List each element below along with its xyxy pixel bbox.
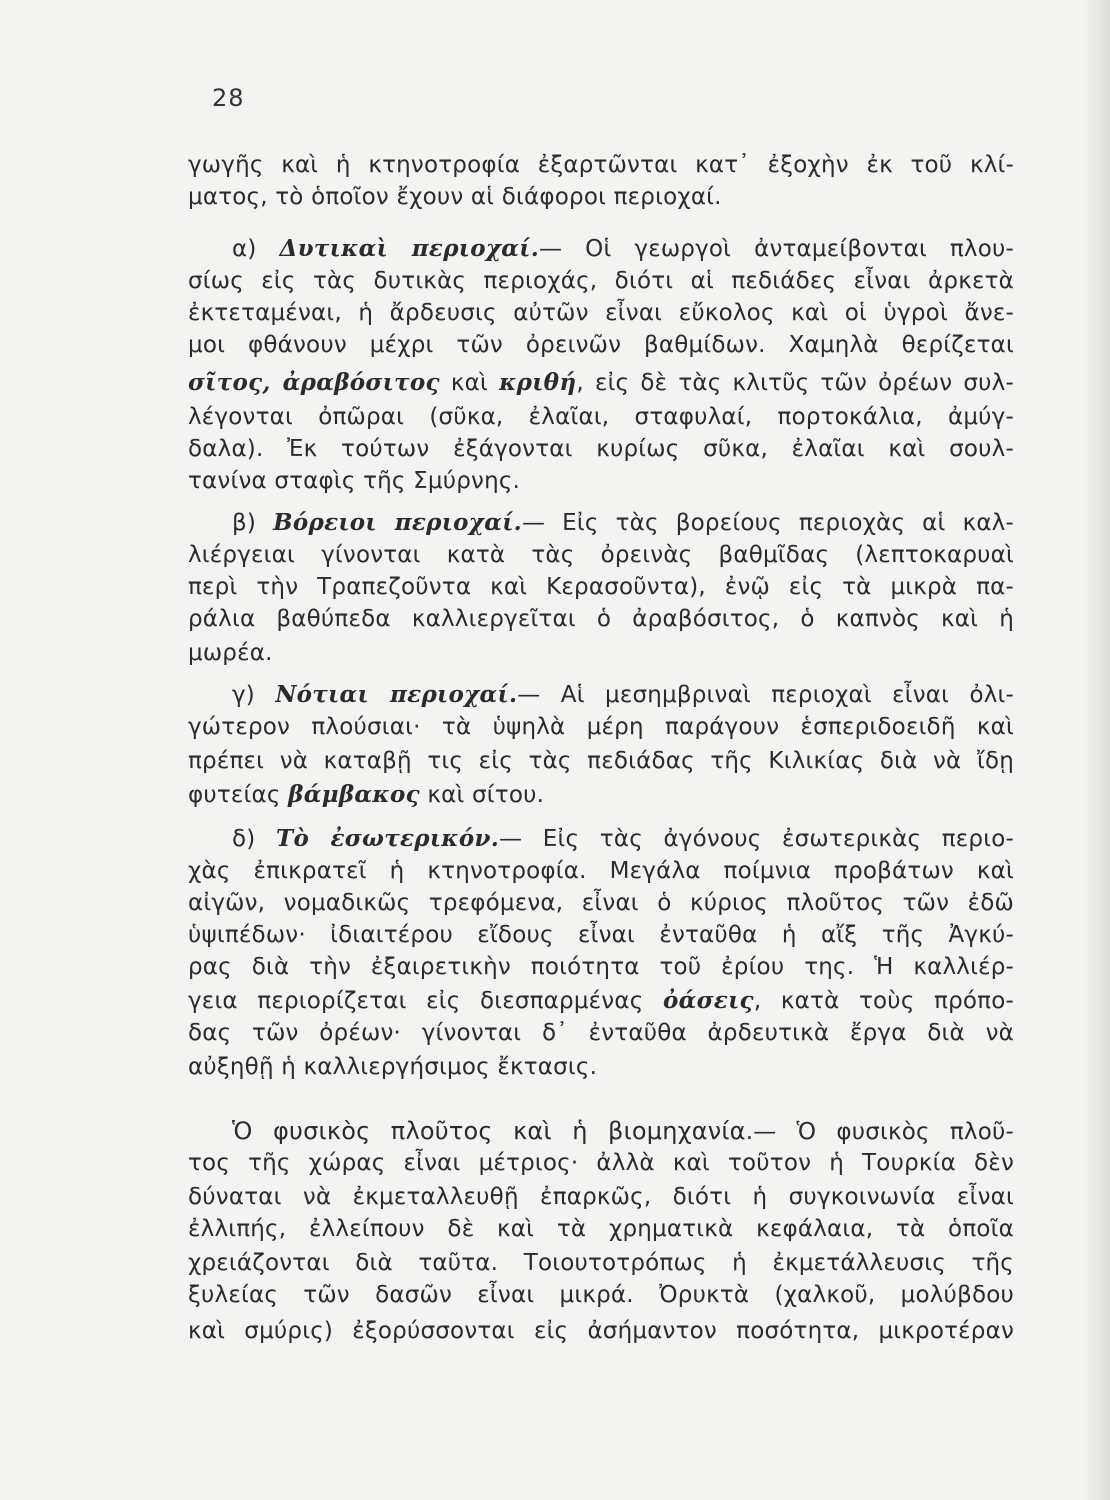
section-heading: Νότιαι περιοχαί. <box>275 681 518 708</box>
text-line <box>188 888 1014 918</box>
text-run: — Εἰς τὰς ἀγόνους ἐσωτερικὰς περιο- <box>499 826 1014 852</box>
text-line <box>188 1280 1014 1310</box>
text-run: γ) <box>232 682 276 708</box>
text-line <box>188 1148 1014 1178</box>
section-heading: βάμβακος <box>288 781 420 808</box>
text-run: αἰγῶν, νομαδικῶς τρεφόμενα, εἶναι ὁ κύριος πλοῦτος τῶν ἐδῶ <box>188 890 1014 916</box>
text-run: — Αἱ μεσημβριναὶ περιοχαὶ εἶναι ὀλι- <box>517 682 1015 708</box>
text-run: — Οἱ γεωργοὶ ἀνταμείβονται πλου- <box>539 236 1014 262</box>
subsection-title: Ὁ φυσικὸς πλοῦτος καὶ ἡ βιομηχανία <box>232 1117 746 1145</box>
text-run: καὶ σίτου. <box>419 782 545 808</box>
text-line <box>188 572 1014 602</box>
text-line <box>188 604 1014 634</box>
text-line <box>188 856 1014 886</box>
section-heading: κριθή <box>499 369 577 396</box>
text-run: — Εἰς τὰς βορείους περιοχὰς αἱ καλ- <box>521 510 1014 536</box>
text-run: λιέργειαι γίνονται κατὰ τὰς ὀρεινὰς βαθμῖδας (λεπτοκαρυαὶ <box>188 542 1014 568</box>
text-line <box>188 952 1014 982</box>
text-line <box>188 150 1014 180</box>
text-run: χρειάζονται διὰ ταῦτα. Τοιουτοτρόπως ἡ ἐκμετάλλευσις τῆς <box>188 1250 1014 1276</box>
section-heading: ὀάσεις <box>662 987 754 1014</box>
text-run: ἐλλιπής, ἐλλείπουν δὲ καὶ τὰ χρηματικὰ κεφάλαια, τὰ ὁποῖα <box>188 1216 1014 1242</box>
text-line <box>188 1052 1014 1082</box>
text-run: λέγονται ὀπῶραι (σῦκα, ἐλαῖαι, σταφυλαί, πορτοκάλια, ἀμύγ- <box>188 404 1014 430</box>
text-run: χὰς ἐπικρατεῖ ἡ κτηνοτροφία. Μεγάλα ποίμνια προβάτων καὶ <box>188 858 1014 884</box>
text-run: μωρέα. <box>188 640 273 666</box>
text-run: ρας διὰ τὴν ἐξαιρετικὴν ποιότητα τοῦ ἐρίου της. Ἡ καλλιέρ- <box>188 954 1014 980</box>
text-line <box>188 368 1014 398</box>
text-run: περὶ τὴν Τραπεζοῦντα καὶ Κερασοῦντα), ἐνῷ εἰς τὰ μικρὰ πα- <box>188 574 1014 600</box>
text-run: δας τῶν ὀρέων· γίνονται δ᾽ ἐνταῦθα ἀρδευτικὰ ἔργα διὰ νὰ <box>188 1020 1014 1046</box>
text-run: καὶ <box>439 370 500 396</box>
text-line <box>232 1116 1014 1147</box>
text-line <box>188 638 1014 668</box>
text-line <box>188 1248 1014 1278</box>
text-run: δαλα). Ἐκ τούτων ἐξάγονται κυρίως σῦκα, ἐλαῖαι καὶ σουλ- <box>188 436 1014 462</box>
text-run: ράλια βαθύπεδα καλλιεργεῖται ὁ ἀραβόσιτος, ὁ καπνὸς καὶ ἡ <box>188 606 1014 632</box>
text-line <box>188 402 1014 432</box>
text-run: ξυλείας τῶν δασῶν εἶναι μικρά. Ὀρυκτὰ (χαλκοῦ, μολύβδου <box>188 1282 1014 1308</box>
page-edge-shadow <box>1082 0 1110 1500</box>
text-run: σίως εἰς τὰς δυτικὰς περιοχάς, διότι αἱ πεδιάδες εἶναι ἀρκετὰ <box>188 268 1014 294</box>
text-run: φυτείας <box>188 782 289 808</box>
text-run: τανίνα σταφὶς τῆς Σμύρνης. <box>188 468 521 494</box>
text-run: ματος, τὸ ὁποῖον ἔχουν αἱ διάφοροι περιοχαί. <box>188 184 722 210</box>
text-line <box>188 1214 1014 1244</box>
text-line <box>188 540 1014 570</box>
text-run: , εἰς δὲ τὰς κλιτῦς τῶν ὀρέων συλ- <box>576 370 1014 396</box>
section-heading: σῖτος, ἀραβόσιτος <box>188 369 440 396</box>
text-run: γεια περιορίζεται εἰς διεσπαρμένας <box>188 988 663 1014</box>
text-run: πρέπει νὰ καταβῇ τις εἰς τὰς πεδιάδας τῆς Κιλικίας διὰ νὰ ἴδῃ <box>188 748 1014 774</box>
text-run: β) <box>232 510 274 536</box>
text-line <box>188 1018 1014 1048</box>
section-heading: Βόρειοι περιοχαί. <box>273 509 522 536</box>
text-run: γώτερον πλούσιαι· τὰ ὑψηλὰ μέρη παράγουν ἑσπεριδοειδῆ καὶ <box>188 714 1014 740</box>
text-run: γωγῆς καὶ ἡ κτηνοτροφία ἐξαρτῶνται κατ᾽ ἐξοχὴν ἐκ τοῦ κλί- <box>188 152 1014 178</box>
text-line <box>188 986 1014 1016</box>
text-line <box>188 434 1014 464</box>
text-run: ὑψιπέδων· ἰδιαιτέρου εἴδους εἶναι ἐνταῦθα ἡ αἴξ τῆς Ἀγκύ- <box>188 922 1014 948</box>
text-run: αὐξηθῇ ἡ καλλιεργήσιμος ἔκτασις. <box>188 1054 598 1080</box>
text-line <box>188 1316 1014 1346</box>
text-run: μοι φθάνουν μέχρι τῶν ὀρεινῶν βαθμίδων. Χαμηλὰ θερίζεται <box>188 332 1014 358</box>
text-line <box>232 508 1014 538</box>
text-run: τος τῆς χώρας εἶναι μέτριος· ἀλλὰ καὶ τοῦτον ἡ Τουρκία δὲν <box>188 1150 1014 1176</box>
text-run: καὶ σμύρις) ἐξορύσσονται εἰς ἀσήμαντον ποσότητα, μικροτέραν <box>188 1318 1014 1344</box>
text-line <box>232 234 1014 264</box>
text-line <box>232 680 1014 710</box>
text-line <box>232 824 1014 854</box>
text-run: , κατὰ τοὺς πρόπο- <box>753 988 1014 1014</box>
text-line <box>188 746 1014 776</box>
text-line <box>188 466 1014 496</box>
text-run: α) <box>232 236 280 262</box>
text-run: ἐκτεταμέναι, ἡ ἄρδευσις αὐτῶν εἶναι εὔκολος καὶ οἱ ὑγροὶ ἄνε- <box>188 300 1014 326</box>
text-line <box>188 1182 1014 1212</box>
text-line <box>188 712 1014 742</box>
text-line <box>188 920 1014 950</box>
page-number: 28 <box>212 84 245 112</box>
text-line <box>188 780 1014 810</box>
text-run: .— Ὁ φυσικὸς πλοῦ- <box>745 1119 1014 1145</box>
text-run: δ) <box>232 826 277 852</box>
text-run: δύναται νὰ ἐκμεταλλευθῇ ἐπαρκῶς, διότι ἡ συγκοινωνία εἶναι <box>188 1184 1014 1210</box>
text-line <box>188 330 1014 360</box>
text-line <box>188 266 1014 296</box>
section-heading: Δυτικαὶ περιοχαί. <box>279 235 540 262</box>
text-line <box>188 182 1014 212</box>
section-heading: Τὸ ἐσωτερικόν. <box>276 825 500 852</box>
text-line <box>188 298 1014 328</box>
